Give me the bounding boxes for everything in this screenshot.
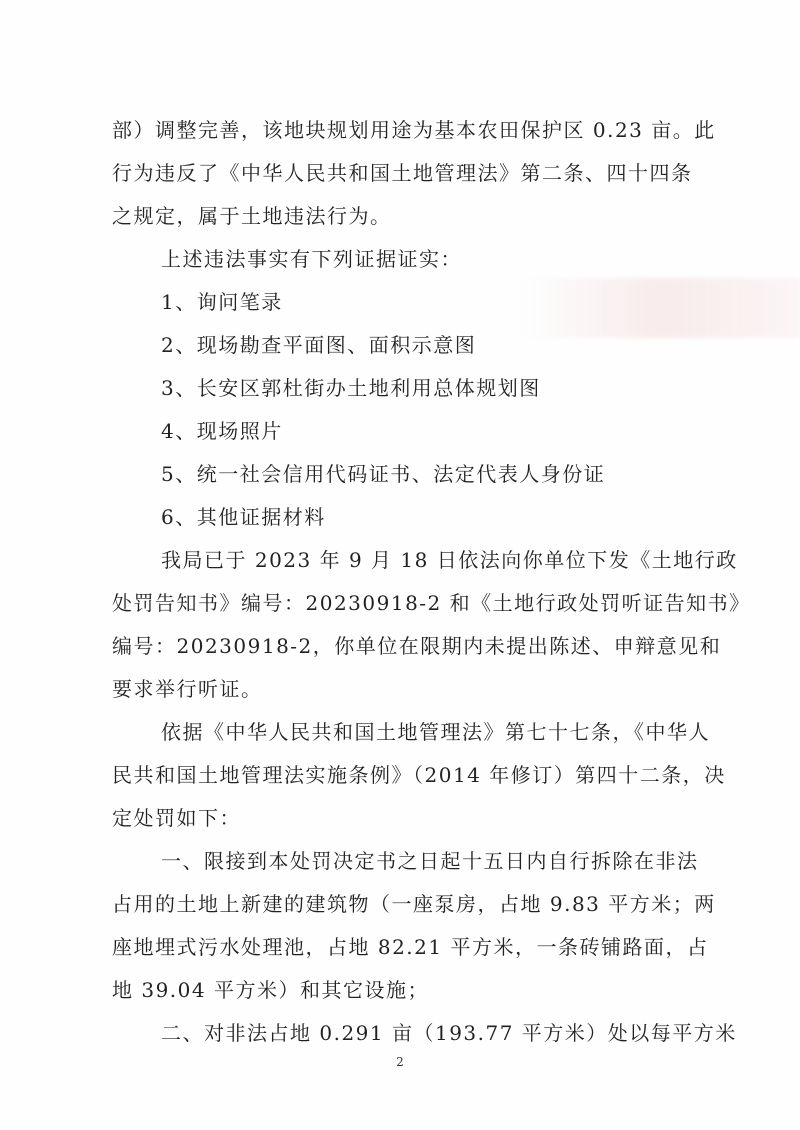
text-line-4: 上述违法事实有下列证据证实： [161, 247, 462, 271]
evidence-item-5: 5、统一社会信用代码证书、法定代表人身份证 [161, 462, 606, 486]
faded-stamp-mark [520, 278, 800, 338]
text-line-3: 之规定，属于土地违法行为。 [112, 204, 392, 228]
text-line-15: 依据《中华人民共和国土地管理法》第七十七条，《中华人 [161, 720, 710, 744]
text-line-1: 部）调整完善，该地块规划用途为基本农田保护区 0.23 亩。此 [112, 118, 716, 142]
penalty-item-1-line-1: 一、限接到本处罚决定书之日起十五日内自行拆除在非法 [161, 849, 699, 873]
text-line-14: 要求举行听证。 [112, 677, 263, 701]
evidence-item-4: 4、现场照片 [161, 419, 283, 443]
text-line-12: 处罚告知书》编号：20230918-2 和《土地行政处罚听证告知书》 [112, 591, 751, 615]
evidence-item-1: 1、询问笔录 [161, 290, 283, 314]
evidence-item-3: 3、长安区郭杜街办土地利用总体规划图 [161, 376, 541, 400]
text-line-17: 定处罚如下： [112, 806, 241, 830]
text-line-13: 编号：20230918-2，你单位在限期内未提出陈述、申辩意见和 [112, 634, 722, 658]
penalty-item-1-line-4: 地 39.04 平方米）和其它设施； [112, 978, 429, 1002]
text-line-16: 民共和国土地管理法实施条例》（2014 年修订）第四十二条，决 [112, 763, 726, 787]
text-line-11: 我局已于 2023 年 9 月 18 日依法向你单位下发《土地行政 [161, 548, 738, 572]
page-number: 2 [396, 1055, 404, 1069]
evidence-item-6: 6、其他证据材料 [161, 505, 326, 529]
penalty-item-2-line-1: 二、对非法占地 0.291 亩（193.77 平方米）处以每平方米 [161, 1021, 737, 1045]
penalty-item-1-line-3: 座地埋式污水处理池，占地 82.21 平方米，一条砖铺路面，占 [112, 935, 709, 959]
evidence-item-2: 2、现场勘查平面图、面积示意图 [161, 333, 477, 357]
penalty-item-1-line-2: 占用的土地上新建的建筑物（一座泵房，占地 9.83 平方米；两 [112, 892, 716, 916]
text-line-2: 行为违反了《中华人民共和国土地管理法》第二条、四十四条 [112, 161, 693, 185]
